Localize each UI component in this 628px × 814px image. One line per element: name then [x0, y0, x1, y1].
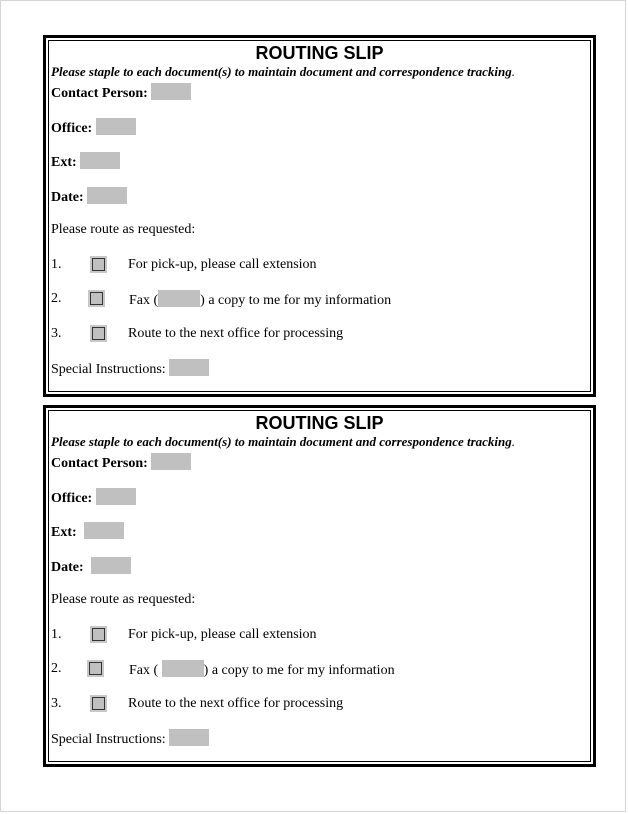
route-next-office-checkbox[interactable] [90, 325, 107, 342]
checkbox-box-icon [92, 697, 105, 710]
contact-person-label: Contact Person: [51, 86, 148, 101]
item-number: 3. [51, 696, 62, 711]
ext-label: Ext: [51, 525, 77, 540]
fax-text-after: ) a copy to me for my information [200, 293, 392, 308]
route-item-3 [46, 695, 586, 713]
ext-row [51, 152, 120, 172]
date-label: Date: [51, 190, 84, 205]
special-instructions-label: Special Instructions: [51, 732, 166, 747]
route-item-3 [46, 325, 586, 343]
contact-person-label: Contact Person: [51, 456, 148, 471]
special-instructions-field[interactable] [169, 729, 209, 746]
ext-label: Ext: [51, 155, 77, 170]
item-text: For pick-up, please call extension [128, 257, 317, 272]
checkbox-box-icon [92, 327, 105, 340]
fax-text-before: Fax ( [129, 293, 159, 308]
checkbox-box-icon [89, 662, 102, 675]
date-row [51, 187, 127, 207]
route-prompt: Please route as requested: [51, 222, 196, 237]
note-text: Please staple to each document(s) to maintain document and correspondence tracking [51, 64, 512, 79]
ext-row [51, 522, 124, 542]
item-number: 2. [51, 661, 62, 676]
special-instructions-label: Special Instructions: [51, 362, 166, 377]
slip-title: ROUTING SLIP [255, 413, 384, 433]
note-period: . [511, 64, 516, 79]
date-row [51, 557, 131, 577]
note-text: Please staple to each document(s) to maintain document and correspondence tracking [51, 434, 512, 449]
office-row [51, 118, 136, 138]
item-text: Route to the next office for processing [128, 696, 344, 711]
office-label: Office: [51, 121, 93, 136]
date-label: Date: [51, 560, 84, 575]
ext-field[interactable] [80, 152, 120, 169]
contact-person-row [51, 453, 191, 473]
item-number: 1. [51, 257, 62, 272]
slip-instruction-note [51, 64, 515, 79]
fax-text-before: Fax ( [129, 663, 162, 678]
note-period: . [511, 434, 516, 449]
item-text: For pick-up, please call extension [128, 627, 317, 642]
item-number: 2. [51, 291, 62, 306]
special-instructions-row [51, 729, 209, 749]
special-instructions-field[interactable] [169, 359, 209, 376]
fax-item-text [129, 290, 391, 310]
item-number: 3. [51, 326, 62, 341]
fax-text-after: ) a copy to me for my information [203, 663, 395, 678]
slip-instruction-note [51, 434, 515, 449]
pickup-checkbox[interactable] [90, 256, 107, 273]
checkbox-box-icon [90, 292, 103, 305]
routing-slip-1 [43, 35, 596, 397]
fax-checkbox[interactable] [88, 290, 105, 307]
route-item-1 [46, 626, 586, 644]
route-next-office-checkbox[interactable] [90, 695, 107, 712]
contact-person-field[interactable] [151, 453, 191, 470]
office-field[interactable] [96, 118, 136, 135]
fax-number-field[interactable] [158, 290, 200, 307]
item-number: 1. [51, 627, 62, 642]
office-label: Office: [51, 491, 93, 506]
date-field[interactable] [87, 187, 127, 204]
fax-item-text [129, 660, 395, 680]
contact-person-row [51, 83, 191, 103]
fax-checkbox[interactable] [87, 660, 104, 677]
fax-number-field[interactable] [162, 660, 204, 677]
office-row [51, 488, 136, 508]
checkbox-box-icon [92, 628, 105, 641]
slip-title: ROUTING SLIP [255, 43, 384, 63]
route-item-2 [46, 660, 586, 678]
pickup-checkbox[interactable] [90, 626, 107, 643]
contact-person-field[interactable] [151, 83, 191, 100]
ext-field[interactable] [84, 522, 124, 539]
checkbox-box-icon [92, 258, 105, 271]
special-instructions-row [51, 359, 209, 379]
route-item-2 [46, 290, 586, 308]
route-item-1 [46, 256, 586, 274]
route-prompt: Please route as requested: [51, 592, 196, 607]
date-field[interactable] [91, 557, 131, 574]
item-text: Route to the next office for processing [128, 326, 344, 341]
office-field[interactable] [96, 488, 136, 505]
routing-slip-2 [43, 405, 596, 767]
